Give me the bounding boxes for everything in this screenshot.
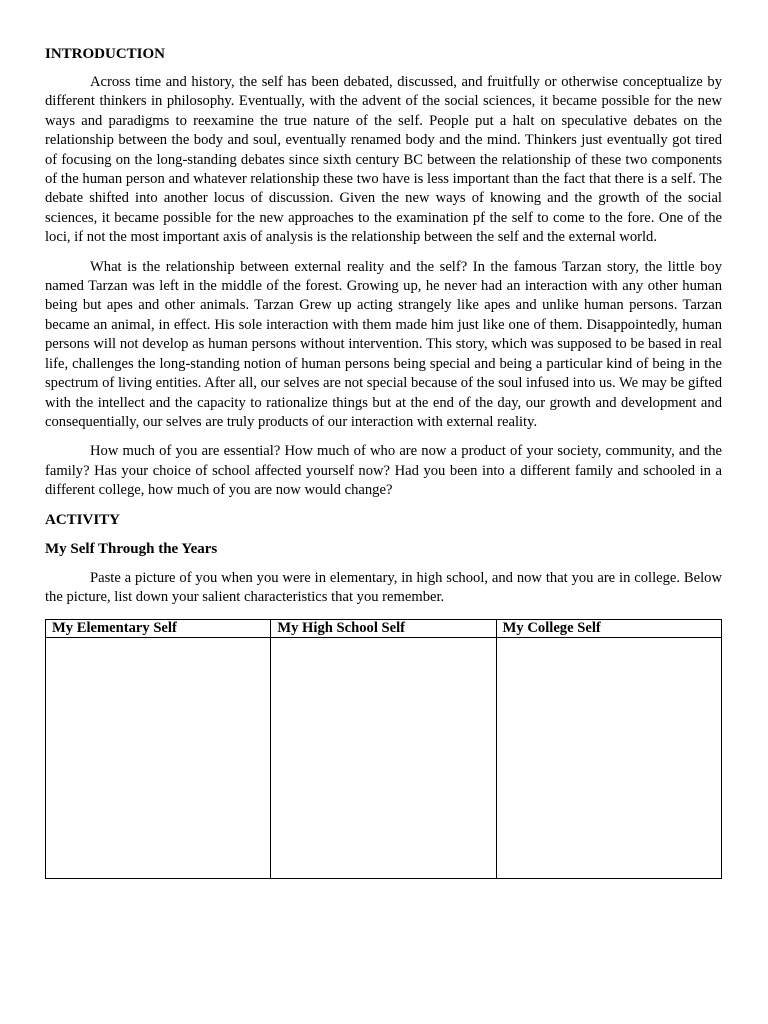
table-row — [46, 638, 722, 879]
introduction-paragraph-3: How much of you are essential? How much of who are now a product of your society, community, and the family? Has your choice of school affected yourself now? Had you been into a different family and schooled in a different college, how much of you are now would change? — [45, 443, 722, 499]
activity-heading: ACTIVITY — [45, 511, 121, 528]
column-header-elementary: My Elementary Self — [46, 620, 271, 638]
table-header-row — [46, 620, 722, 638]
activity-subheading: My Self Through the Years — [45, 540, 218, 557]
column-header-college: My College Self — [496, 620, 721, 638]
elementary-self-cell[interactable] — [46, 638, 271, 879]
high-school-self-cell[interactable] — [271, 638, 496, 879]
document-page — [45, 45, 722, 879]
activity-instructions: Paste a picture of you when you were in elementary, in high school, and now that you are in college. Below the picture, list down your salient characteristics that you remember. — [45, 569, 722, 605]
introduction-paragraph-2: What is the relationship between external reality and the self? In the famous Tarzan story, the little boy named Tarzan was left in the middle of the forest. Growing up, he never had an interaction with any other human being but apes and other animals. Tarzan Grew up acting strangely like apes and unlike human persons. Tarzan became an animal, in effect. His sole interaction with them made him just like one of them. Disappointedly, human persons will not develop as human persons without intervention. This story, which was supposed to be based in real life, challenges the long-standing notion of human persons being special and being a particular kind of being in the spectrum of living entities. After all, our selves are not special because of the soul infused into us. We may be gifted with the intellect and the capacity to rationalize things but at the end of the day, our growth and development and consequentially, our selves are truly products of our interaction with external reality. — [45, 258, 722, 430]
introduction-paragraph-1: Across time and history, the self has been debated, discussed, and fruitfully or otherwise conceptualize by different thinkers in philosophy. Eventually, with the advent of the social sciences, it became possible for the new ways and paradigms to reexamine the true nature of the self. People put a halt on speculative debates on the relationship between the body and soul, eventually renamed body and the mind. Thinkers just eventually got tired of focusing on the long-standing debates since sixth century BC between the relationship of these two components of the human person and whatever relationship these two have is less important than the fact that there is a self. The debate shifted into another locus of discussion. Given the new ways of knowing and the growth of the social sciences, it became possible for the new approaches to the examination pf the self to come to the fore. One of the loci, if not the most important axis of analysis is the relationship between the self and the external world. — [45, 74, 722, 246]
introduction-heading: INTRODUCTION — [45, 46, 166, 62]
column-header-high-school: My High School Self — [271, 620, 496, 638]
college-self-cell[interactable] — [496, 638, 721, 879]
self-through-years-table — [45, 619, 722, 879]
